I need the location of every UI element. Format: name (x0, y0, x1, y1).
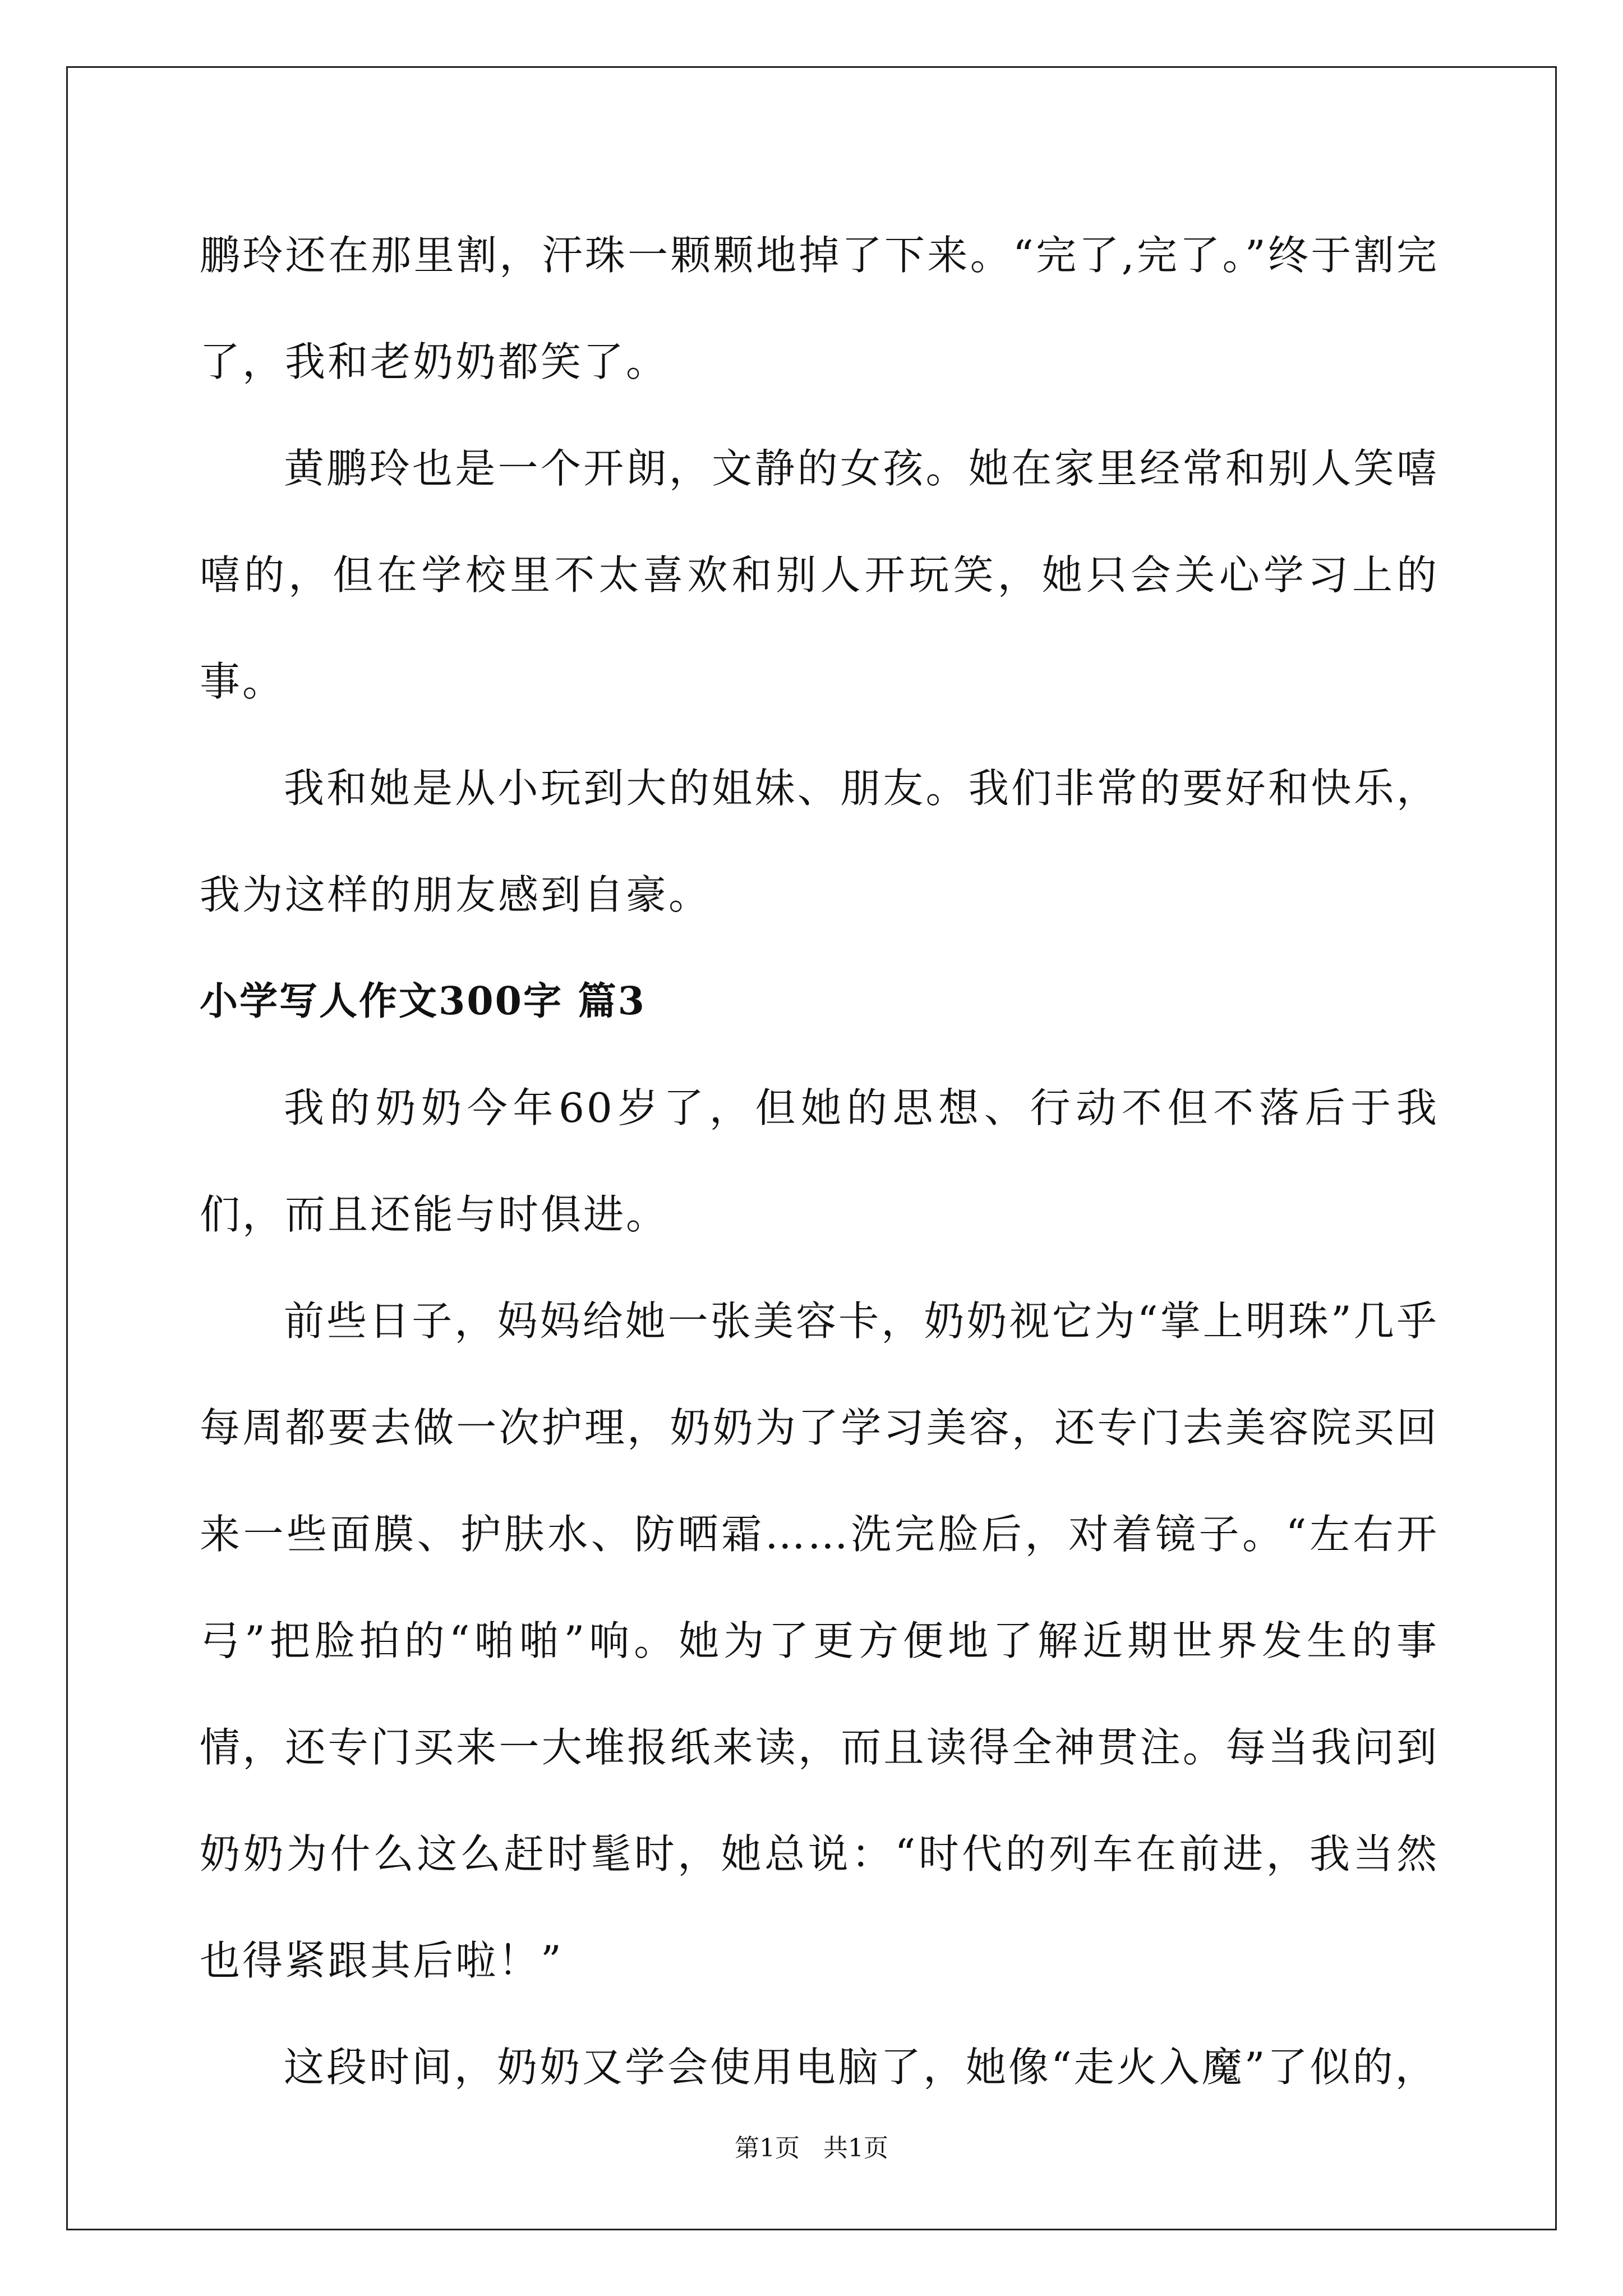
page-total: 共1页 (823, 2134, 888, 2162)
paragraph-5: 前些日子，妈妈给她一张美容卡，奶奶视它为“掌上明珠”几乎每周都要去做一次护理，奶奶为了学习美容，还专门去美容院买回来一些面膜、护肤水、防晒霜……洗完脸后，对着镜子。“左右开弓”把脸拍的“啪啪”响。她为了更方便地了解近期世界发生的事情，还专门买来一大堆报纸来读，而且读得全神贯注。每当我问到奶奶为什么这么赶时髦时，她总说：“时代的列车在前进，我当然也得紧跟其后啦！” (200, 1297, 1439, 1984)
paragraph-3: 我和她是从小玩到大的姐妹、朋友。我们非常的要好和快乐，我为这样的朋友感到自豪。 (200, 765, 1439, 918)
paragraph-1: 鹏玲还在那里割，汗珠一颗颗地掉了下来。“完了,完了。”终于割完了，我和老奶奶都笑了。 (200, 232, 1439, 385)
section-heading: 小学写人作文300字 篇3 (200, 979, 646, 1024)
paragraph-6: 这段时间，奶奶又学会使用电脑了，她像“走火入魔”了似的， (284, 2044, 1438, 2091)
paragraph-4: 我的奶奶今年60岁了，但她的思想、行动不但不落后于我们，而且还能与时俱进。 (200, 1084, 1439, 1238)
document-body (200, 202, 1439, 2120)
paragraph-2: 黄鹏玲也是一个开朗，文静的女孩。她在家里经常和别人笑嘻嘻的，但在学校里不太喜欢和别人开玩笑，她只会关心学习上的事。 (200, 445, 1439, 705)
page-number: 第1页 (735, 2134, 800, 2162)
page-footer (0, 2132, 1623, 2165)
